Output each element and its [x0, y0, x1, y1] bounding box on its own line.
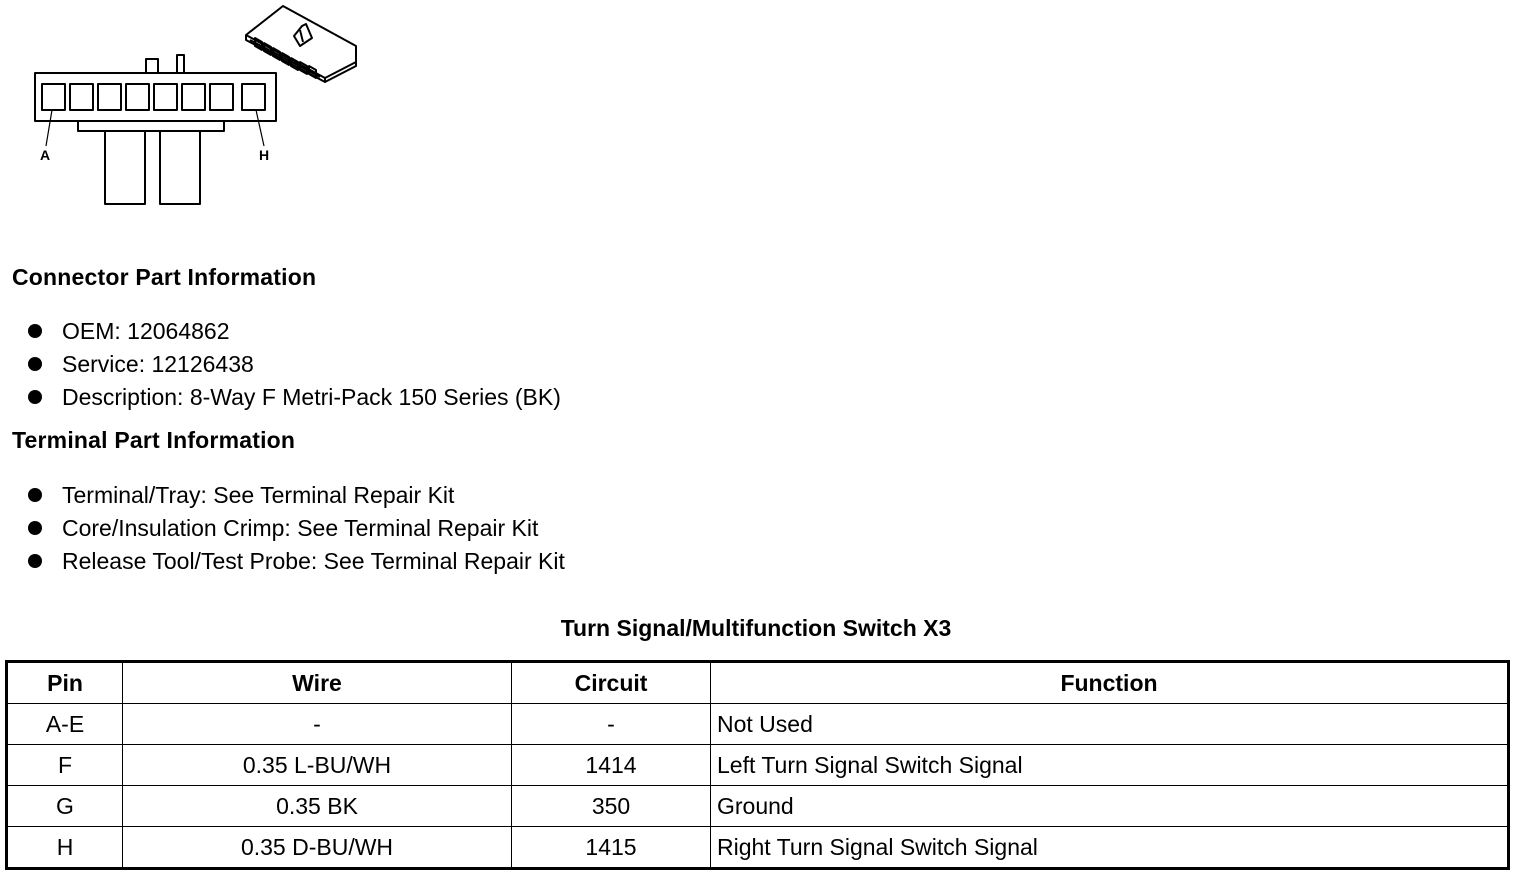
bullet-icon — [28, 554, 42, 568]
table-row — [7, 786, 1509, 827]
circuit-cell: 350 — [512, 786, 711, 827]
circuit-cell: 1414 — [512, 745, 711, 786]
connector-diagram — [0, 0, 380, 215]
column-header-function: Function — [711, 662, 1509, 704]
terminal-part-info-list — [28, 479, 565, 578]
table-title: Turn Signal/Multifunction Switch X3 — [560, 615, 952, 641]
wire-cell: 0.35 BK — [123, 786, 512, 827]
list-item — [28, 545, 565, 578]
table-row — [7, 704, 1509, 745]
function-cell: Ground — [711, 786, 1509, 827]
circuit-cell: - — [512, 704, 711, 745]
pin-cell: F — [7, 745, 123, 786]
connector-isometric-view — [246, 6, 356, 82]
terminal-tray-text: Terminal/Tray: See Terminal Repair Kit — [62, 482, 455, 508]
list-item — [28, 348, 561, 381]
pin-a-label: A — [40, 147, 51, 163]
function-cell: Not Used — [711, 704, 1509, 745]
wire-cell: 0.35 D-BU/WH — [123, 827, 512, 869]
pin-h-label: H — [259, 147, 270, 163]
table-row — [7, 745, 1509, 786]
circuit-cell: 1415 — [512, 827, 711, 869]
bullet-icon — [28, 390, 42, 404]
connector-service-text: Service: 12126438 — [62, 351, 254, 377]
pin-cell: G — [7, 786, 123, 827]
bullet-icon — [28, 521, 42, 535]
pin-table — [5, 660, 1510, 870]
function-cell: Left Turn Signal Switch Signal — [711, 745, 1509, 786]
bullet-icon — [28, 488, 42, 502]
bullet-icon — [28, 357, 42, 371]
table-header-row — [7, 662, 1509, 704]
list-item — [28, 479, 565, 512]
release-tool-text: Release Tool/Test Probe: See Terminal Repair Kit — [62, 548, 565, 574]
connector-part-info-list — [28, 315, 561, 414]
core-insulation-crimp-text: Core/Insulation Crimp: See Terminal Repair Kit — [62, 515, 539, 541]
function-cell: Right Turn Signal Switch Signal — [711, 827, 1509, 869]
column-header-pin: Pin — [7, 662, 123, 704]
connector-description-text: Description: 8-Way F Metri-Pack 150 Series (BK) — [62, 384, 561, 410]
terminal-part-info-heading: Terminal Part Information — [12, 427, 296, 453]
bullet-icon — [28, 324, 42, 338]
connector-part-info-heading: Connector Part Information — [12, 264, 317, 290]
column-header-circuit: Circuit — [512, 662, 711, 704]
connector-oem-text: OEM: 12064862 — [62, 318, 230, 344]
connector-front-view — [35, 55, 276, 204]
pin-cell: H — [7, 827, 123, 869]
pin-cell: A-E — [7, 704, 123, 745]
wire-cell: 0.35 L-BU/WH — [123, 745, 512, 786]
column-header-wire: Wire — [123, 662, 512, 704]
list-item — [28, 512, 565, 545]
list-item — [28, 315, 561, 348]
list-item — [28, 381, 561, 414]
wire-cell: - — [123, 704, 512, 745]
table-row — [7, 827, 1509, 869]
